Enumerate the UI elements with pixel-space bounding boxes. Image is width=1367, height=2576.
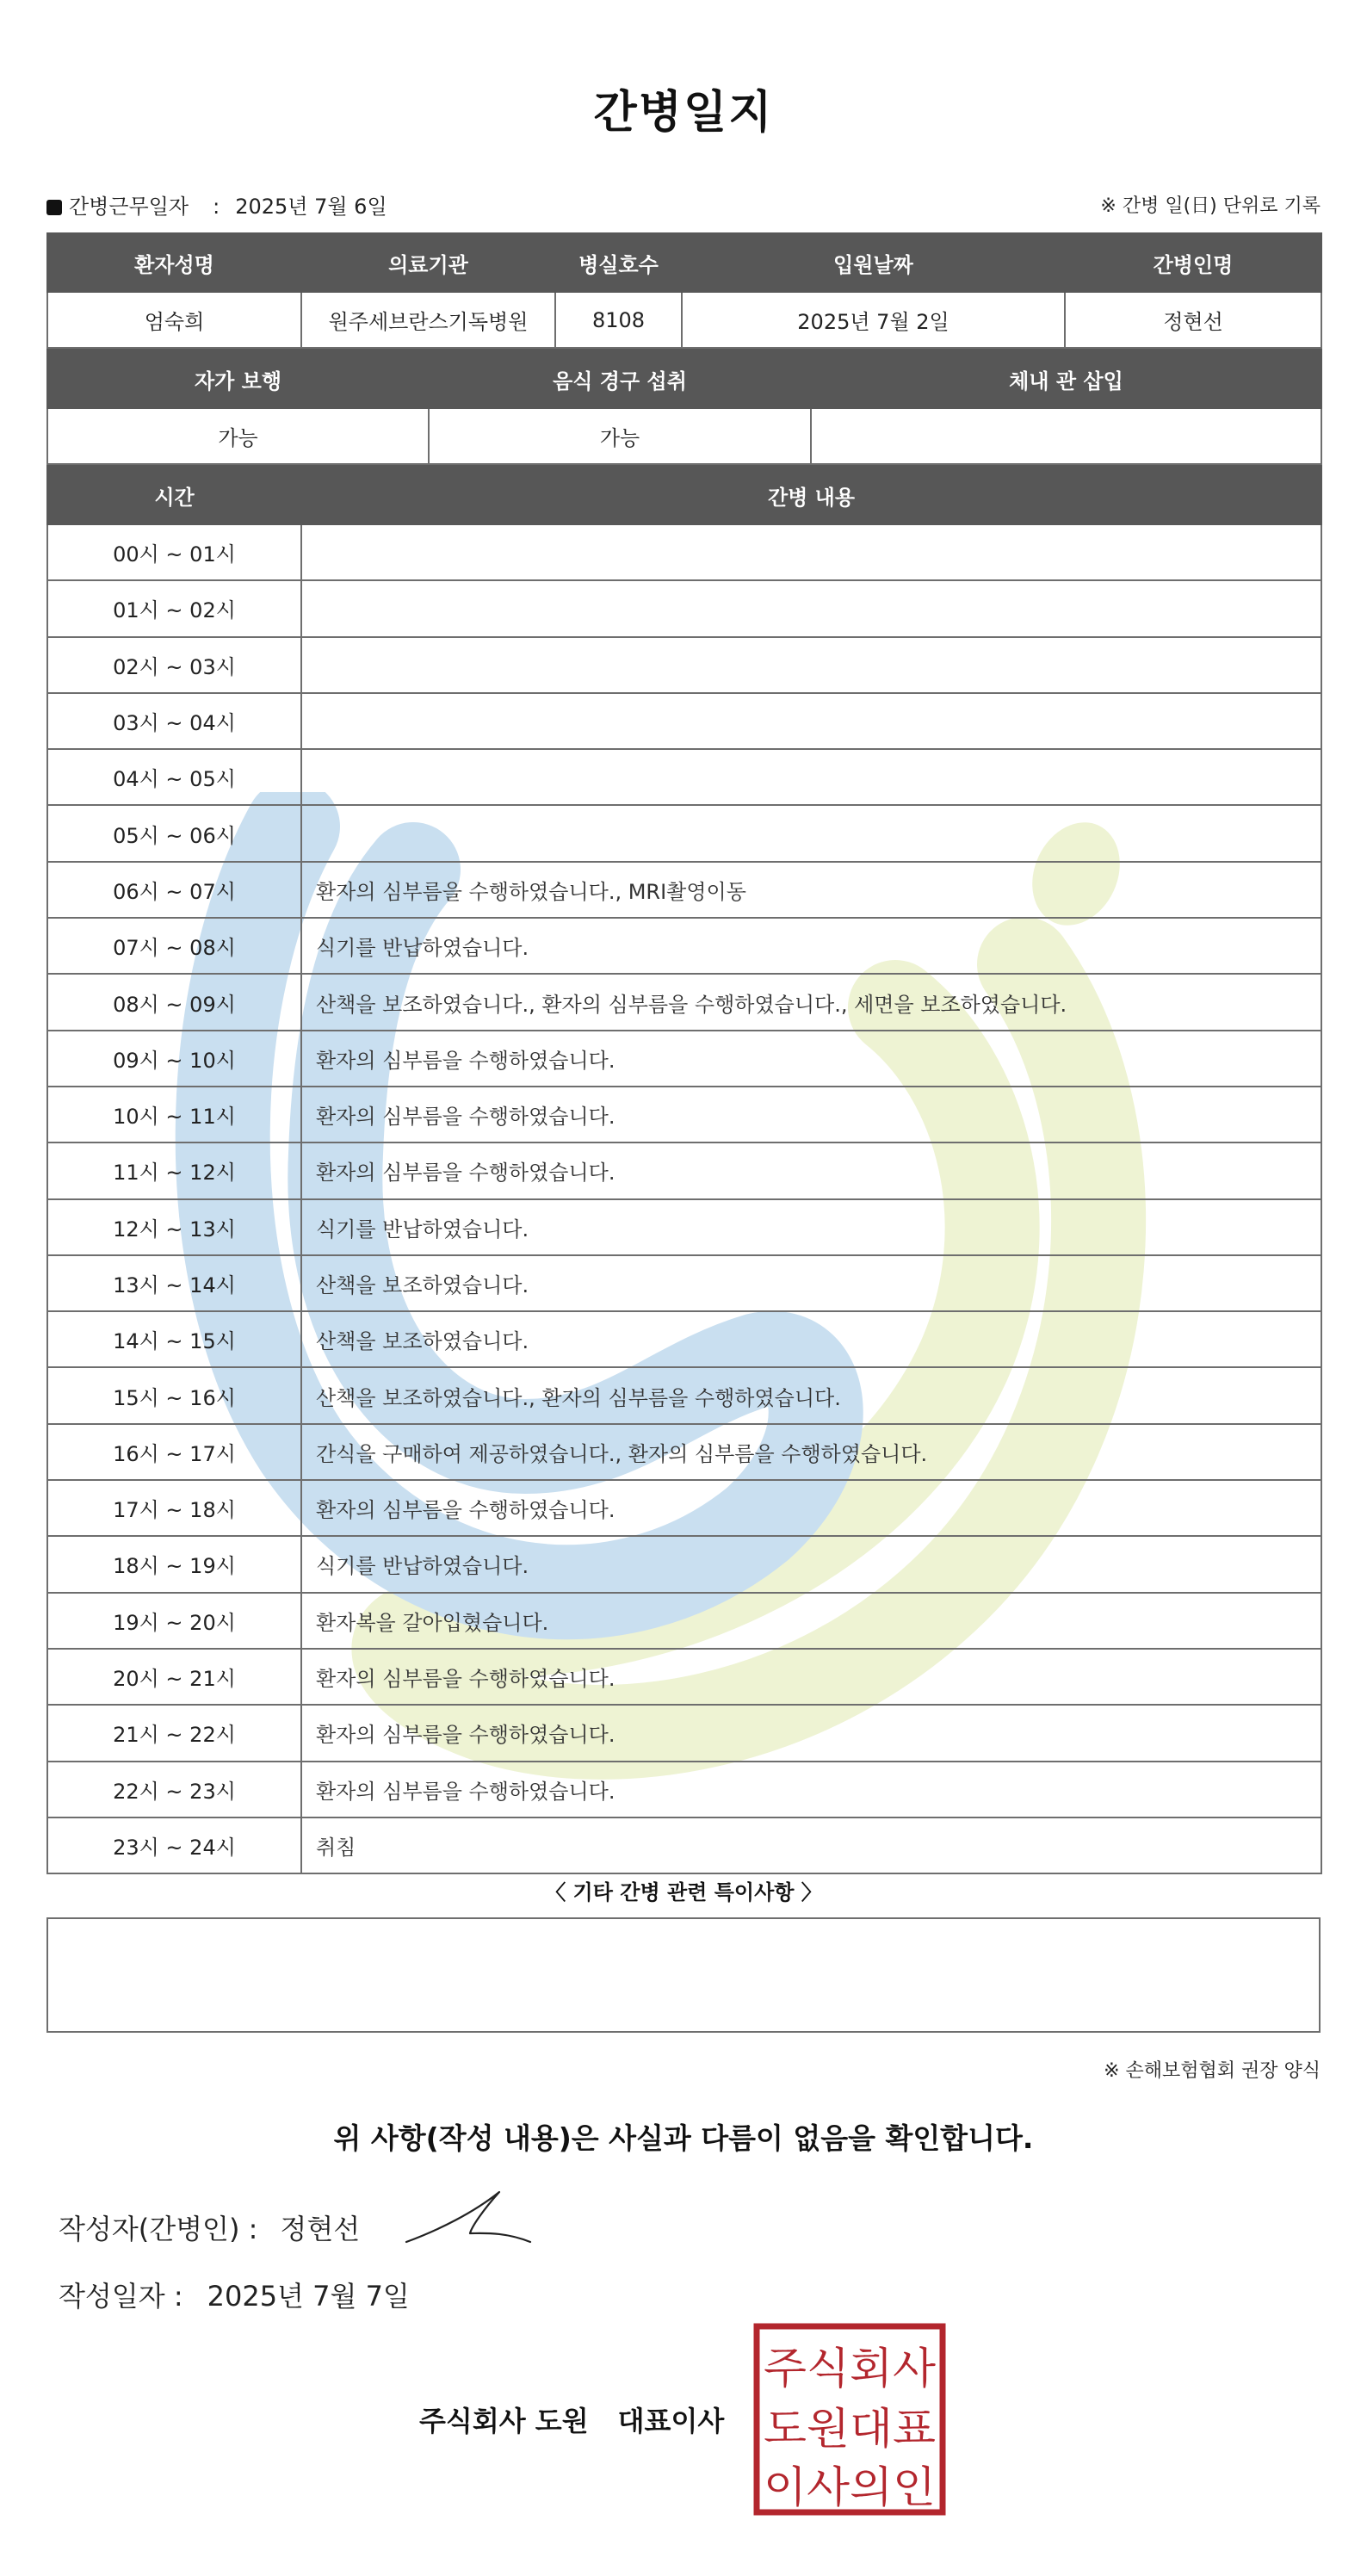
time-slot: 05시 ~ 06시: [47, 805, 301, 861]
header-self-walking: 자가 보행: [47, 350, 429, 408]
table-row: [47, 1762, 1321, 1817]
company-seal: [753, 2323, 946, 2516]
care-content: [301, 805, 1321, 861]
care-content: [301, 749, 1321, 805]
table-row: [47, 1536, 1321, 1592]
time-slot: 02시 ~ 03시: [47, 637, 301, 693]
table-row: [47, 1142, 1321, 1198]
work-date-separator: :: [213, 195, 220, 219]
time-slot: 11시 ~ 12시: [47, 1142, 301, 1198]
care-content: 환자의 심부름을 수행하였습니다.: [301, 1705, 1321, 1761]
table-row: [47, 1311, 1321, 1367]
time-slot: 23시 ~ 24시: [47, 1817, 301, 1873]
document-title: 간병일지: [593, 87, 774, 139]
hospital-name: 원주세브란스기독병원: [301, 292, 555, 348]
time-slot: 09시 ~ 10시: [47, 1031, 301, 1087]
time-slot: 14시 ~ 15시: [47, 1311, 301, 1367]
special-notes-box: [46, 1917, 1321, 2033]
care-content: 환자의 심부름을 수행하였습니다.: [301, 1031, 1321, 1087]
patient-status-row: [47, 408, 1321, 464]
table-row: [47, 862, 1321, 918]
care-log-body: [47, 524, 1321, 1873]
company-name: 주식회사 도원: [419, 2405, 589, 2437]
care-content: [301, 580, 1321, 636]
work-date-value: 2025년 7월 6일: [235, 195, 387, 219]
signature: [405, 2189, 534, 2251]
time-slot: 01시 ~ 02시: [47, 580, 301, 636]
time-slot: 00시 ~ 01시: [47, 524, 301, 580]
admission-date: 2025년 7월 2일: [682, 292, 1065, 348]
svg-text:도원대표: 도원대표: [764, 2404, 936, 2454]
time-slot: 15시 ~ 16시: [47, 1367, 301, 1423]
care-content: 환자의 심부름을 수행하였습니다.: [301, 1649, 1321, 1705]
table-row: [47, 1649, 1321, 1705]
patient-status-table: [46, 349, 1322, 465]
table-row: [47, 1593, 1321, 1649]
header-oral-intake: 음식 경구 섭취: [429, 350, 811, 408]
time-slot: 08시 ~ 09시: [47, 974, 301, 1030]
care-content: [301, 693, 1321, 749]
care-log-header-row: [47, 466, 1321, 524]
written-date-line: [59, 2275, 410, 2314]
patient-name: 엄숙희: [47, 292, 301, 348]
company-line: [419, 2400, 724, 2439]
care-content: [301, 637, 1321, 693]
written-date-label: 작성일자 :: [59, 2280, 183, 2313]
table-row: [47, 1199, 1321, 1255]
care-log-table: [46, 465, 1322, 1874]
table-row: [47, 1255, 1321, 1311]
care-content: 환자의 심부름을 수행하였습니다.: [301, 1087, 1321, 1142]
care-content: 식기를 반납하였습니다.: [301, 1536, 1321, 1592]
special-notes-title: 〈 기타 간병 관련 특이사항 〉: [545, 1880, 822, 1904]
caregiver-name: 정현선: [1065, 292, 1321, 348]
company-representative: 대표이사: [617, 2405, 725, 2437]
svg-text:주식회사: 주식회사: [764, 2344, 937, 2393]
author-name: 정현선: [280, 2213, 361, 2245]
self-walking-value: 가능: [47, 408, 429, 464]
patient-info-table: [46, 232, 1322, 349]
time-slot: 06시 ~ 07시: [47, 862, 301, 918]
table-row: [47, 1087, 1321, 1142]
time-slot: 13시 ~ 14시: [47, 1255, 301, 1311]
time-slot: 07시 ~ 08시: [47, 918, 301, 974]
header-patient-name: 환자성명: [47, 233, 301, 292]
oral-intake-value: 가능: [429, 408, 811, 464]
care-content: 환자복을 갈아입혔습니다.: [301, 1593, 1321, 1649]
care-content: 환자의 심부름을 수행하였습니다.: [301, 1480, 1321, 1536]
care-content: [301, 524, 1321, 580]
time-slot: 04시 ~ 05시: [47, 749, 301, 805]
table-row: [47, 805, 1321, 861]
table-row: [47, 580, 1321, 636]
time-slot: 16시 ~ 17시: [47, 1424, 301, 1480]
unit-note: ※ 간병 일(日) 단위로 기록: [1100, 195, 1321, 217]
patient-status-header-row: [47, 350, 1321, 408]
work-date-line: [46, 189, 387, 220]
table-row: [47, 749, 1321, 805]
time-slot: 10시 ~ 11시: [47, 1087, 301, 1142]
care-content: 환자의 심부름을 수행하였습니다., MRI촬영이동: [301, 862, 1321, 918]
table-row: [47, 693, 1321, 749]
patient-info-header-row: [47, 233, 1321, 292]
header-tube-insertion: 체내 관 삽입: [811, 350, 1321, 408]
room-number: 8108: [555, 292, 682, 348]
time-slot: 22시 ~ 23시: [47, 1762, 301, 1817]
header-hospital: 의료기관: [301, 233, 555, 292]
care-content: 산책을 보조하였습니다., 환자의 심부름을 수행하였습니다.: [301, 1367, 1321, 1423]
header-time: 시간: [47, 466, 301, 524]
patient-info-row: [47, 292, 1321, 348]
confirmation-statement: 위 사항(작성 내용)은 사실과 다름이 없음을 확인합니다.: [333, 2121, 1034, 2155]
svg-text:이사의인: 이사의인: [764, 2462, 936, 2512]
header-caregiver-name: 간병인명: [1065, 233, 1321, 292]
table-row: [47, 1367, 1321, 1423]
header-care-content: 간병 내용: [301, 466, 1321, 524]
table-row: [47, 1705, 1321, 1761]
table-row: [47, 1031, 1321, 1087]
table-row: [47, 524, 1321, 580]
table-row: [47, 974, 1321, 1030]
care-content: 환자의 심부름을 수행하였습니다.: [301, 1762, 1321, 1817]
time-slot: 17시 ~ 18시: [47, 1480, 301, 1536]
association-note: ※ 손해보험협회 권장 양식: [1104, 2060, 1321, 2082]
care-content: 환자의 심부름을 수행하였습니다.: [301, 1142, 1321, 1198]
bullet-square-icon: [46, 200, 62, 215]
care-content: 산책을 보조하였습니다., 환자의 심부름을 수행하였습니다., 세면을 보조하였습니다.: [301, 974, 1321, 1030]
time-slot: 21시 ~ 22시: [47, 1705, 301, 1761]
work-date-label: 간병근무일자: [69, 195, 189, 219]
table-row: [47, 1424, 1321, 1480]
care-content: 간식을 구매하여 제공하였습니다., 환자의 심부름을 수행하였습니다.: [301, 1424, 1321, 1480]
care-content: 식기를 반납하였습니다.: [301, 1199, 1321, 1255]
care-content: 취침: [301, 1817, 1321, 1873]
written-date-value: 2025년 7월 7일: [207, 2280, 410, 2313]
care-content: 산책을 보조하였습니다.: [301, 1311, 1321, 1367]
table-row: [47, 1480, 1321, 1536]
tube-insertion-value: [811, 408, 1321, 464]
author-line: [59, 2208, 360, 2247]
table-row: [47, 637, 1321, 693]
time-slot: 19시 ~ 20시: [47, 1593, 301, 1649]
time-slot: 03시 ~ 04시: [47, 693, 301, 749]
care-content: 식기를 반납하였습니다.: [301, 918, 1321, 974]
header-room-number: 병실호수: [555, 233, 682, 292]
table-row: [47, 1817, 1321, 1873]
author-label: 작성자(간병인) :: [59, 2213, 258, 2245]
time-slot: 18시 ~ 19시: [47, 1536, 301, 1592]
time-slot: 20시 ~ 21시: [47, 1649, 301, 1705]
care-content: 산책을 보조하였습니다.: [301, 1255, 1321, 1311]
table-row: [47, 918, 1321, 974]
time-slot: 12시 ~ 13시: [47, 1199, 301, 1255]
header-admission-date: 입원날짜: [682, 233, 1065, 292]
